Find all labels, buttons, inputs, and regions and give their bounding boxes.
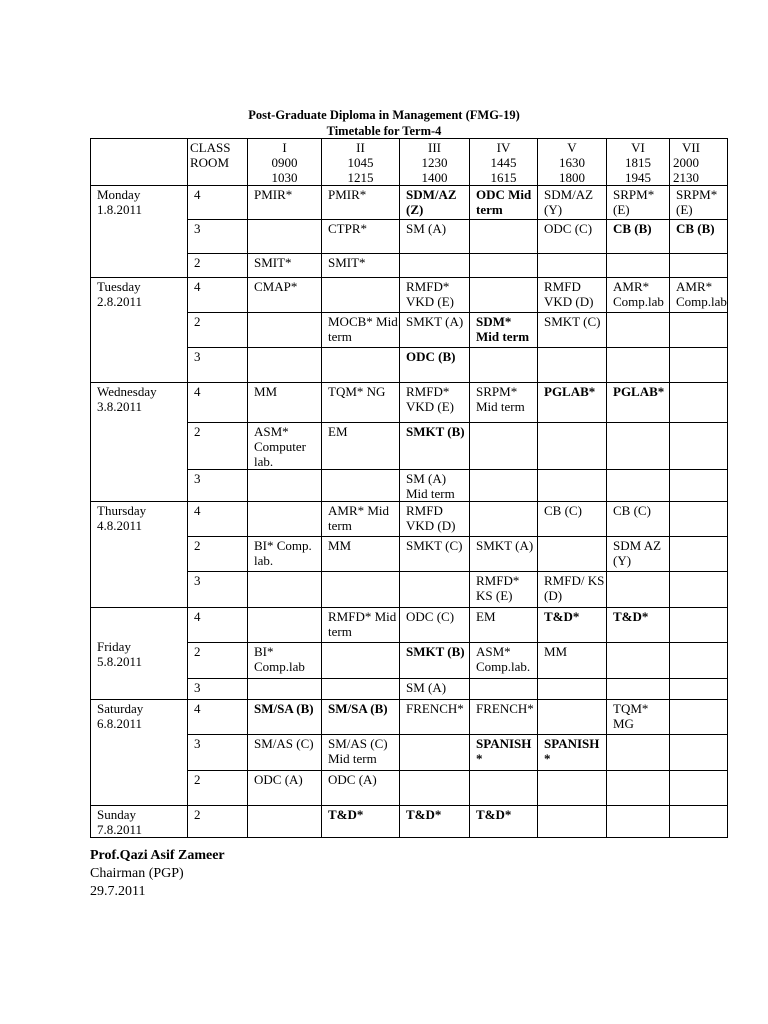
period-header: [607, 139, 670, 186]
room-cell: 2: [188, 254, 248, 278]
slot-cell: [470, 470, 538, 502]
slot-cell: SM (A): [400, 679, 470, 700]
slot-cell: [400, 572, 470, 608]
day-cell: [91, 186, 188, 278]
slot-cell: [670, 537, 728, 572]
slot-cell: [248, 679, 322, 700]
day-name: Monday: [97, 187, 141, 202]
slot-cell: EM: [322, 423, 400, 470]
slot-cell: RMFD/ KS (D): [538, 572, 607, 608]
slot-cell: ASM* Comp.lab.: [470, 643, 538, 679]
table-row: [91, 700, 728, 735]
room-cell: 3: [188, 470, 248, 502]
slot-cell: T&D*: [607, 608, 670, 643]
slot-cell: [538, 423, 607, 470]
slot-cell: MOCB* Mid term: [322, 313, 400, 348]
signature-date: 29.7.2011: [90, 884, 146, 899]
slot-cell: ODC Mid term: [470, 186, 538, 220]
day-cell: [91, 700, 188, 806]
slot-cell: [538, 537, 607, 572]
slot-cell: CB (C): [607, 502, 670, 537]
slot-cell: T&D*: [538, 608, 607, 643]
day-date: 4.8.2011: [97, 518, 143, 533]
day-date: 2.8.2011: [97, 294, 143, 309]
period-number: V: [567, 140, 577, 155]
slot-cell: [248, 608, 322, 643]
room-cell: 2: [188, 313, 248, 348]
slot-cell: CTPR*: [322, 220, 400, 254]
slot-cell: SDM* Mid term: [470, 313, 538, 348]
slot-cell: T&D*: [470, 806, 538, 838]
document-title: Post-Graduate Diploma in Management (FMG-19): [248, 108, 520, 122]
slot-cell: [670, 423, 728, 470]
day-name: Tuesday: [97, 279, 141, 294]
slot-cell: [538, 806, 607, 838]
slot-cell: [607, 806, 670, 838]
slot-cell: SMKT (B): [400, 643, 470, 679]
header-corner: [91, 139, 188, 186]
slot-cell: [248, 502, 322, 537]
day-cell: [91, 502, 188, 608]
day-date: 5.8.2011: [97, 654, 143, 669]
slot-cell: [322, 470, 400, 502]
slot-cell: SMKT (A): [470, 537, 538, 572]
slot-cell: CB (B): [670, 220, 728, 254]
slot-cell: PGLAB*: [538, 383, 607, 423]
day-name: Saturday: [97, 701, 144, 716]
slot-cell: [538, 679, 607, 700]
period-end: 1030: [271, 170, 298, 185]
slot-cell: [538, 771, 607, 806]
table-row: [91, 186, 728, 220]
period-header: [670, 139, 728, 186]
room-cell: 2: [188, 643, 248, 679]
slot-cell: EM: [470, 608, 538, 643]
slot-cell: [470, 502, 538, 537]
slot-cell: [322, 572, 400, 608]
slot-cell: SDM/AZ (Z): [400, 186, 470, 220]
period-number: VII: [681, 140, 700, 155]
period-header: [470, 139, 538, 186]
period-start: 2000: [673, 155, 699, 170]
slot-cell: SRPM* Mid term: [470, 383, 538, 423]
room-cell: 2: [188, 537, 248, 572]
slot-cell: PGLAB*: [607, 383, 670, 423]
slot-cell: TQM* MG: [607, 700, 670, 735]
slot-cell: CMAP*: [248, 278, 322, 313]
slot-cell: ODC (C): [400, 608, 470, 643]
slot-cell: SM (A): [400, 220, 470, 254]
slot-cell: [607, 771, 670, 806]
period-header: [322, 139, 400, 186]
slot-cell: [470, 220, 538, 254]
slot-cell: SM/SA (B): [248, 700, 322, 735]
slot-cell: ODC (B): [400, 348, 470, 383]
slot-cell: [400, 735, 470, 771]
slot-cell: MM: [538, 643, 607, 679]
period-number: II: [356, 140, 365, 155]
slot-cell: T&D*: [322, 806, 400, 838]
room-cell: 4: [188, 700, 248, 735]
room-cell: 3: [188, 220, 248, 254]
period-start: 0900: [271, 155, 298, 170]
day-date: 6.8.2011: [97, 716, 143, 731]
room-cell: 4: [188, 278, 248, 313]
slot-cell: SMIT*: [248, 254, 322, 278]
day-name: Thursday: [97, 503, 147, 518]
slot-cell: [670, 643, 728, 679]
slot-cell: T&D*: [400, 806, 470, 838]
room-cell: 4: [188, 383, 248, 423]
period-header: [538, 139, 607, 186]
slot-cell: [470, 423, 538, 470]
period-number: VI: [631, 140, 645, 155]
period-start: 1230: [421, 155, 448, 170]
room-cell: 2: [188, 771, 248, 806]
slot-cell: SDM AZ (Y): [607, 537, 670, 572]
slot-cell: RMFD* Mid term: [322, 608, 400, 643]
slot-cell: RMFD VKD (D): [538, 278, 607, 313]
slot-cell: BI* Comp. lab.: [248, 537, 322, 572]
slot-cell: [248, 470, 322, 502]
period-end: 1215: [347, 170, 374, 185]
slot-cell: [248, 572, 322, 608]
slot-cell: [670, 383, 728, 423]
slot-cell: [470, 278, 538, 313]
slot-cell: SMKT (A): [400, 313, 470, 348]
slot-cell: [400, 771, 470, 806]
slot-cell: [538, 254, 607, 278]
slot-cell: MM: [248, 383, 322, 423]
slot-cell: [607, 254, 670, 278]
room-cell: 2: [188, 423, 248, 470]
slot-cell: [670, 348, 728, 383]
period-start: 1445: [490, 155, 517, 170]
class-label: CLASS: [190, 140, 231, 155]
table-row: [91, 278, 728, 313]
slot-cell: [670, 806, 728, 838]
slot-cell: SPANISH *: [538, 735, 607, 771]
timetable: [90, 138, 728, 838]
slot-cell: [670, 572, 728, 608]
slot-cell: BI* Comp.lab: [248, 643, 322, 679]
day-name: Friday: [97, 639, 131, 654]
period-start: 1815: [625, 155, 651, 170]
slot-cell: ODC (C): [538, 220, 607, 254]
slot-cell: [607, 470, 670, 502]
slot-cell: [322, 679, 400, 700]
slot-cell: RMFD VKD (D): [400, 502, 470, 537]
day-name: Sunday: [97, 807, 136, 822]
period-start: 1630: [559, 155, 585, 170]
day-cell: [91, 608, 188, 700]
period-end: 1400: [421, 170, 448, 185]
room-label: ROOM: [190, 155, 230, 170]
document-subtitle: Timetable for Term-4: [326, 124, 442, 138]
period-number: I: [282, 140, 287, 155]
room-cell: 3: [188, 348, 248, 383]
room-cell: 4: [188, 502, 248, 537]
slot-cell: MM: [322, 537, 400, 572]
slot-cell: AMR* Comp.lab: [607, 278, 670, 313]
slot-cell: [322, 348, 400, 383]
slot-cell: [538, 700, 607, 735]
room-cell: 3: [188, 679, 248, 700]
slot-cell: [248, 348, 322, 383]
header-row: [91, 139, 728, 186]
slot-cell: [670, 254, 728, 278]
day-date: 3.8.2011: [97, 399, 143, 414]
day-name: Wednesday: [97, 384, 157, 399]
slot-cell: [670, 679, 728, 700]
slot-cell: RMFD* VKD (E): [400, 278, 470, 313]
slot-cell: ODC (A): [322, 771, 400, 806]
period-number: III: [428, 140, 441, 155]
slot-cell: RMFD* KS (E): [470, 572, 538, 608]
slot-cell: SMKT (C): [400, 537, 470, 572]
slot-cell: SM/SA (B): [322, 700, 400, 735]
slot-cell: SRPM* (E): [670, 186, 728, 220]
table-row: [91, 502, 728, 537]
slot-cell: AMR* Mid term: [322, 502, 400, 537]
period-end: 1945: [625, 170, 651, 185]
slot-cell: [670, 313, 728, 348]
slot-cell: [538, 470, 607, 502]
slot-cell: SDM/AZ (Y): [538, 186, 607, 220]
period-end: 2130: [673, 170, 699, 185]
table-row: [91, 806, 728, 838]
day-date: 7.8.2011: [97, 822, 143, 837]
slot-cell: SRPM* (E): [607, 186, 670, 220]
period-end: 1800: [559, 170, 585, 185]
day-cell: [91, 278, 188, 383]
slot-cell: [607, 735, 670, 771]
period-header: [400, 139, 470, 186]
slot-cell: RMFD* VKD (E): [400, 383, 470, 423]
slot-cell: [470, 771, 538, 806]
slot-cell: SM/AS (C): [248, 735, 322, 771]
slot-cell: [322, 278, 400, 313]
slot-cell: [607, 313, 670, 348]
slot-cell: FRENCH*: [470, 700, 538, 735]
slot-cell: CB (B): [607, 220, 670, 254]
room-cell: 3: [188, 572, 248, 608]
period-end: 1615: [490, 170, 517, 185]
slot-cell: [670, 608, 728, 643]
slot-cell: [607, 348, 670, 383]
slot-cell: SMKT (C): [538, 313, 607, 348]
slot-cell: SMKT (B): [400, 423, 470, 470]
room-cell: 2: [188, 806, 248, 838]
slot-cell: [670, 771, 728, 806]
period-header: [248, 139, 322, 186]
slot-cell: PMIR*: [322, 186, 400, 220]
slot-cell: SM/AS (C) Mid term: [322, 735, 400, 771]
period-start: 1045: [347, 155, 374, 170]
slot-cell: AMR* Comp.lab: [670, 278, 728, 313]
slot-cell: [607, 572, 670, 608]
room-cell: 4: [188, 608, 248, 643]
room-cell: 3: [188, 735, 248, 771]
slot-cell: [670, 700, 728, 735]
slot-cell: [607, 679, 670, 700]
slot-cell: SM (A) Mid term: [400, 470, 470, 502]
slot-cell: TQM* NG: [322, 383, 400, 423]
signatory-name: Prof.Qazi Asif Zameer: [90, 848, 225, 863]
slot-cell: [607, 423, 670, 470]
table-row: [91, 383, 728, 423]
slot-cell: [607, 643, 670, 679]
slot-cell: [470, 348, 538, 383]
slot-cell: SPANISH *: [470, 735, 538, 771]
slot-cell: [248, 220, 322, 254]
slot-cell: [470, 254, 538, 278]
slot-cell: SMIT*: [322, 254, 400, 278]
slot-cell: FRENCH*: [400, 700, 470, 735]
slot-cell: [670, 470, 728, 502]
signatory-role: Chairman (PGP): [90, 866, 184, 881]
slot-cell: [248, 806, 322, 838]
slot-cell: [538, 348, 607, 383]
slot-cell: ASM* Computer lab.: [248, 423, 322, 470]
slot-cell: [670, 735, 728, 771]
slot-cell: [470, 679, 538, 700]
header-class-room: [188, 139, 248, 186]
day-cell: [91, 806, 188, 838]
slot-cell: [670, 502, 728, 537]
slot-cell: [322, 643, 400, 679]
table-row: [91, 608, 728, 643]
day-cell: [91, 383, 188, 502]
room-cell: 4: [188, 186, 248, 220]
day-date: 1.8.2011: [97, 202, 143, 217]
slot-cell: [400, 254, 470, 278]
period-number: IV: [496, 140, 511, 155]
slot-cell: ODC (A): [248, 771, 322, 806]
slot-cell: PMIR*: [248, 186, 322, 220]
slot-cell: CB (C): [538, 502, 607, 537]
slot-cell: [248, 313, 322, 348]
